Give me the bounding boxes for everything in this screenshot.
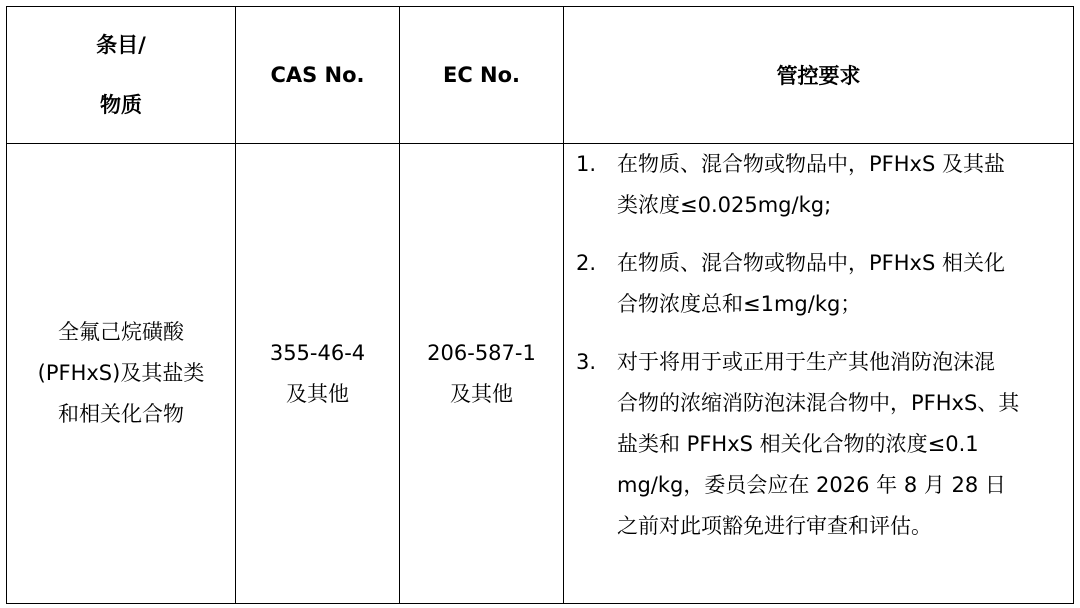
cas-number: 355-46-4 xyxy=(269,340,366,365)
header-requirements: 管控要求 xyxy=(564,7,1074,144)
ec-cell xyxy=(400,144,564,604)
header-row xyxy=(7,7,1074,144)
header-cas: CAS No. xyxy=(236,7,400,144)
requirement-line: 之前对此项豁免进行审查和评估。 xyxy=(617,514,932,538)
table-row xyxy=(7,144,1074,604)
requirement-item xyxy=(564,144,1073,226)
substance-line: 全氟己烷磺酸 xyxy=(58,320,184,344)
ec-note: 及其他 xyxy=(450,381,513,406)
regulation-table xyxy=(6,6,1074,604)
requirements-list xyxy=(564,144,1073,547)
requirement-line: 合物的浓缩消防泡沫混合物中，PFHxS、其 xyxy=(617,391,1020,415)
cas-cell xyxy=(236,144,400,604)
requirement-item xyxy=(564,243,1073,325)
requirements-cell xyxy=(564,144,1074,604)
requirement-number: 1. xyxy=(576,152,597,176)
cas-note: 及其他 xyxy=(286,381,349,406)
requirement-line: mg/kg，委员会应在 2026 年 8 月 28 日 xyxy=(617,473,1006,497)
header-substance-label: 物质 xyxy=(100,92,142,117)
requirement-line: 在物质、混合物或物品中，PFHxS 相关化 xyxy=(617,251,1005,275)
requirement-text xyxy=(617,342,1073,547)
requirement-text xyxy=(617,144,1073,226)
requirement-text xyxy=(617,243,1073,325)
ec-number: 206-587-1 xyxy=(427,340,536,365)
substance-line: 和相关化合物 xyxy=(58,402,184,426)
header-item-substance xyxy=(7,7,236,144)
requirement-line: 在物质、混合物或物品中，PFHxS 及其盐 xyxy=(617,152,1005,176)
requirement-number: 3. xyxy=(576,350,597,374)
header-ec: EC No. xyxy=(400,7,564,144)
requirement-line: 类浓度≤0.025mg/kg; xyxy=(617,193,832,217)
requirement-line: 盐类和 PFHxS 相关化合物的浓度≤0.1 xyxy=(617,432,979,456)
header-item-label: 条目/ xyxy=(96,32,146,57)
substance-line: (PFHxS)及其盐类 xyxy=(37,361,205,385)
requirement-line: 对于将用于或正用于生产其他消防泡沫混 xyxy=(617,350,995,374)
requirement-number: 2. xyxy=(576,251,597,275)
requirement-line: 合物浓度总和≤1mg/kg； xyxy=(617,292,862,316)
substance-cell xyxy=(7,144,236,604)
requirement-item xyxy=(564,342,1073,547)
